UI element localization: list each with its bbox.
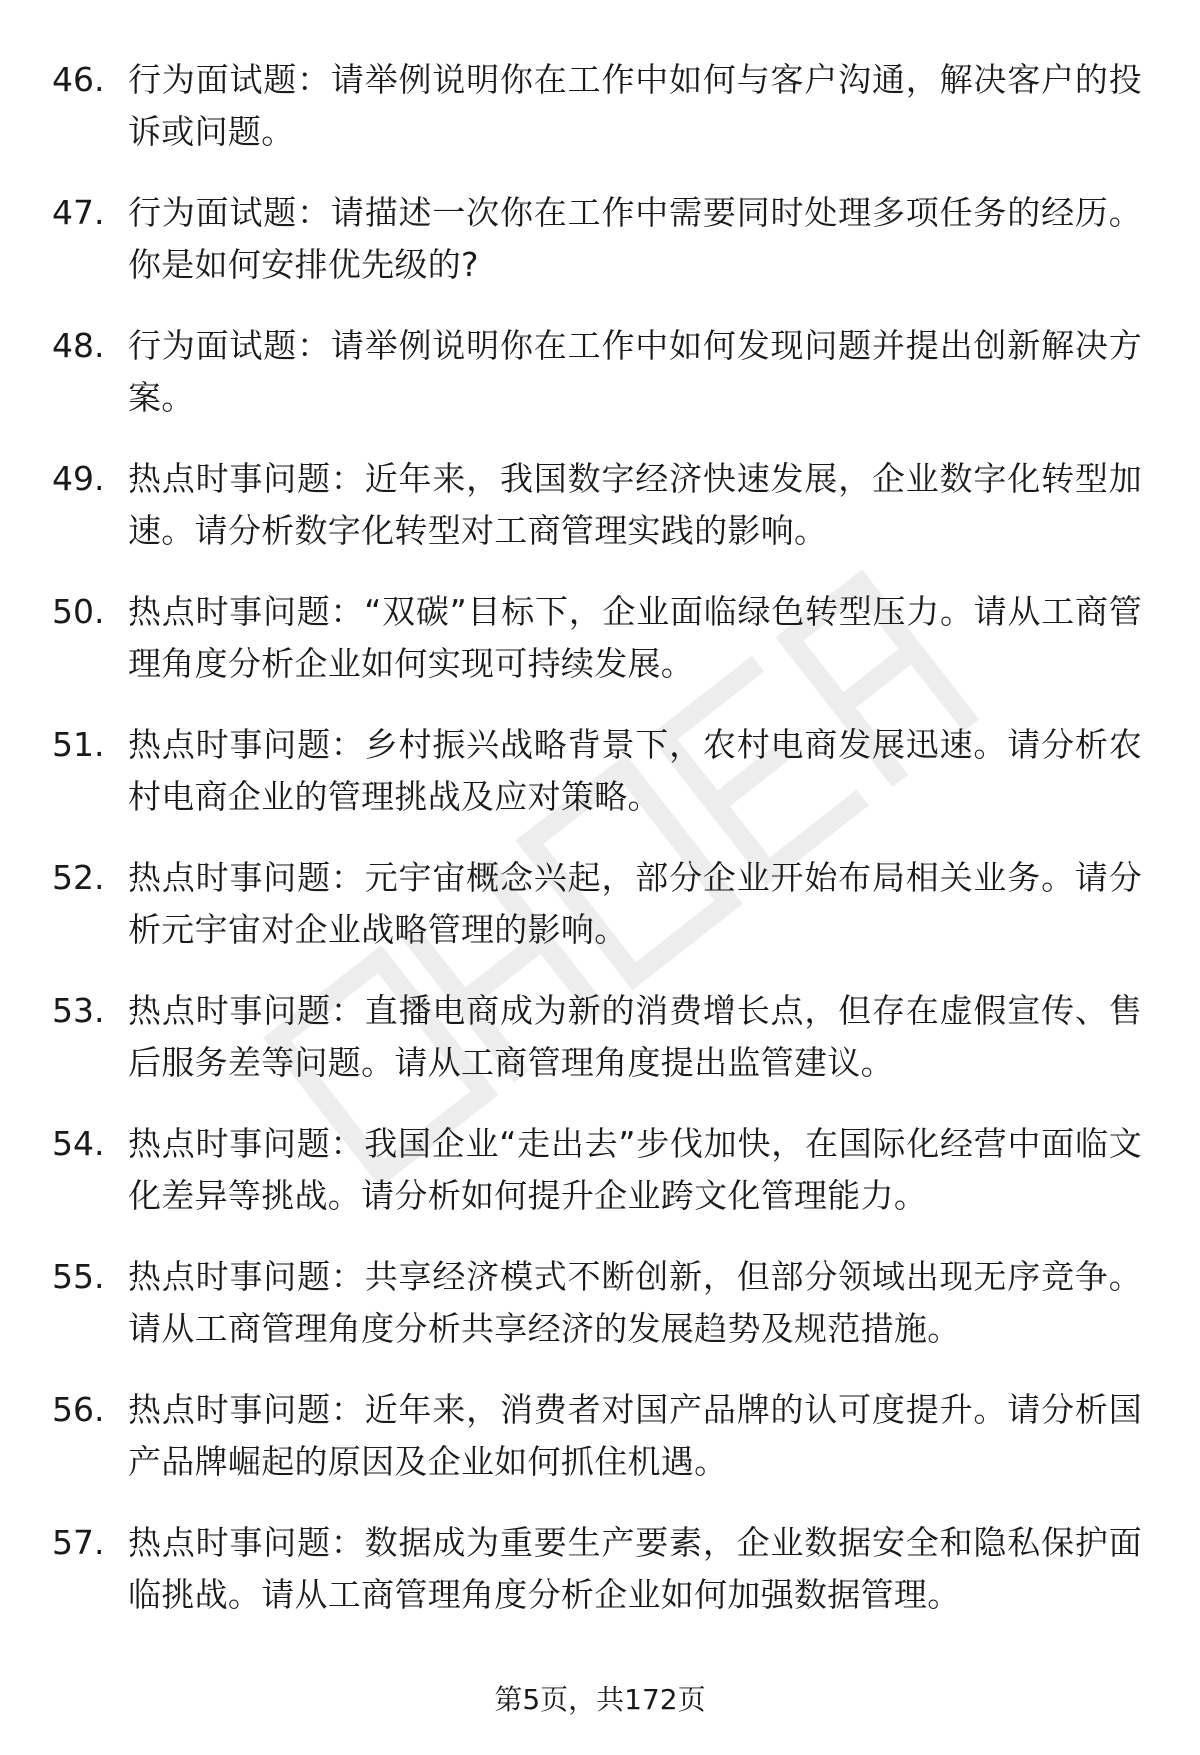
list-item xyxy=(52,453,1142,557)
question-text: 行为面试题：请描述一次你在工作中需要同时处理多项任务的经历。你是如何安排优先级的? xyxy=(128,193,1142,284)
list-item xyxy=(52,852,1142,956)
page-footer: 第5页，共172页 xyxy=(494,1683,706,1716)
question-number: 53. xyxy=(52,991,105,1030)
question-text: 热点时事问题：数据成为重要生产要素，企业数据安全和隐私保护面临挑战。请从工商管理角度分析企业如何加强数据管理。 xyxy=(128,1523,1142,1614)
question-number: 49. xyxy=(52,459,105,498)
question-text: 热点时事问题：近年来，我国数字经济快速发展，企业数字化转型加速。请分析数字化转型对工商管理实践的影响。 xyxy=(128,459,1142,550)
question-number: 55. xyxy=(52,1257,105,1296)
list-item xyxy=(52,985,1142,1089)
question-text: 行为面试题：请举例说明你在工作中如何与客户沟通，解决客户的投诉或问题。 xyxy=(128,60,1142,151)
question-text: 行为面试题：请举例说明你在工作中如何发现问题并提出创新解决方案。 xyxy=(128,326,1142,417)
question-number: 46. xyxy=(52,60,105,99)
question-number: 54. xyxy=(52,1124,105,1163)
question-text: 热点时事问题：元宇宙概念兴起，部分企业开始布局相关业务。请分析元宇宙对企业战略管理的影响。 xyxy=(128,858,1142,949)
question-text: 热点时事问题：乡村振兴战略背景下，农村电商发展迅速。请分析农村电商企业的管理挑战及应对策略。 xyxy=(128,725,1142,816)
question-number: 50. xyxy=(52,592,105,631)
list-item xyxy=(52,1517,1142,1621)
list-item xyxy=(52,1384,1142,1488)
list-item xyxy=(52,187,1142,291)
question-number: 57. xyxy=(52,1523,105,1562)
question-text: 热点时事问题：直播电商成为新的消费增长点，但存在虚假宣传、售后服务差等问题。请从工商管理角度提出监管建议。 xyxy=(128,991,1142,1082)
question-list xyxy=(52,54,1142,1650)
question-text: 热点时事问题：近年来，消费者对国产品牌的认可度提升。请分析国产品牌崛起的原因及企业如何抓住机遇。 xyxy=(128,1390,1142,1481)
question-number: 48. xyxy=(52,326,105,365)
question-number: 51. xyxy=(52,725,105,764)
question-text: 热点时事问题：我国企业“走出去”步伐加快，在国际化经营中面临文化差异等挑战。请分析如何提升企业跨文化管理能力。 xyxy=(128,1124,1142,1215)
list-item xyxy=(52,320,1142,424)
list-item xyxy=(52,1251,1142,1355)
list-item xyxy=(52,1118,1142,1222)
question-number: 52. xyxy=(52,858,105,897)
list-item xyxy=(52,719,1142,823)
list-item xyxy=(52,586,1142,690)
question-text: 热点时事问题：共享经济模式不断创新，但部分领域出现无序竞争。请从工商管理角度分析共享经济的发展趋势及规范措施。 xyxy=(128,1257,1142,1348)
list-item xyxy=(52,54,1142,158)
question-text: 热点时事问题：“双碳”目标下，企业面临绿色转型压力。请从工商管理角度分析企业如何实现可持续发展。 xyxy=(128,592,1142,683)
question-number: 47. xyxy=(52,193,105,232)
question-number: 56. xyxy=(52,1390,105,1429)
